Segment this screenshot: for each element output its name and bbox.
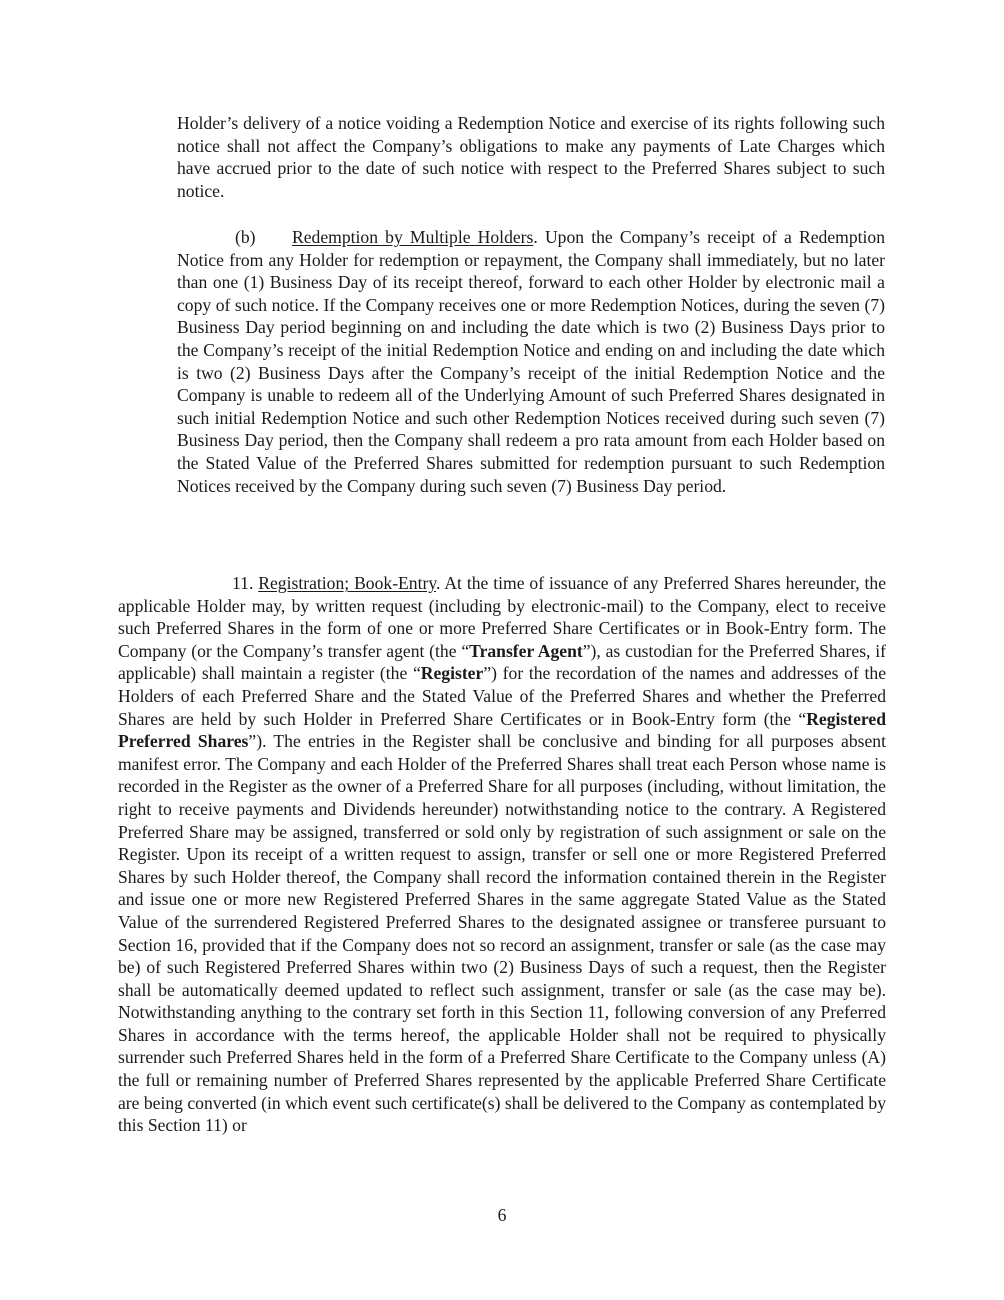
paragraph-text: Holder’s delivery of a notice voiding a Redemption Notice and exercise of its rights following such notice shall not affect the Company’s obligations to make any payments of Late Charges which have accrued prior to the date of such notice with respect to the Preferred Shares subject to such notice. (177, 113, 885, 201)
subsection-label: (b) (235, 227, 256, 247)
defined-term: Registered Preferred Shares (118, 708, 886, 752)
defined-term: Register (420, 663, 484, 684)
page-number: 6 (497, 1205, 507, 1225)
paragraph-redemption-notice-void-tail (177, 112, 885, 202)
paragraph-text: . Upon the Company’s receipt of a Redemption Notice from any Holder for redemption or repayment, the Company shall immediately, but no later than one (1) Business Day of its receipt thereof, forward to each other Holder by electronic mail a copy of such notice. If the Company receives one or more Redemption Notices, during the seven (7) Business Day period beginning on and including the date which is two (2) Business Days prior to the Company’s receipt of the initial Redemption Notice and ending on and including the date which is two (2) Business Days after the Company’s receipt of the initial Redemption Notice and the Company is unable to redeem all of the Underlying Amount of such Preferred Shares designated in such initial Redemption Notice and such other Redemption Notices received during such seven (7) Business Day period, then the Company shall redeem a pro rata amount from each Holder based on the Stated Value of the Preferred Shares submitted for redemption pursuant to such Redemption Notices received by the Company during such seven (7) Business Day period. (177, 227, 885, 496)
defined-term: Transfer Agent (469, 640, 583, 661)
section-heading: Registration; Book-Entry (258, 573, 436, 593)
paragraph-text: ”), as custodian for the Preferred Shares, if applicable) shall maintain a register (the “ (118, 640, 886, 684)
paragraph-text: ”). The entries in the Register shall be conclusive and binding for all purposes absent manifest error. The Company and each Holder of the Preferred Shares shall treat each Person whose name is recorded in the Register as the owner of a Preferred Share for all purposes (including, without limitation, the right to receive payments and Dividends hereunder) notwithstanding notice to the contrary. A Registered Preferred Share may be assigned, transferred or sold only by registration of such assignment or sale on the Register. Upon its receipt of a written request to assign, transfer or sell one or more Registered Preferred Shares by such Holder thereof, the Company shall record the information contained therein in the Register and issue one or more new Registered Preferred Shares in the same aggregate Stated Value as the Stated Value of the surrendered Registered Preferred Shares to the designated assignee or transferee pursuant to Section 16, provided that if the Company does not so record an assignment, transfer or sale (as the case may be) of such Registered Preferred Shares within two (2) Business Days of such a request, then the Register shall be automatically deemed updated to reflect such assignment, transfer or sale (as the case may be). Notwithstanding anything to the contrary set forth in this Section 11, following conversion of any Preferred Shares in accordance with the terms hereof, the applicable Holder shall not be required to physically surrender such Preferred Shares held in the form of a Preferred Share Certificate to the Company unless (A) the full or remaining number of Preferred Shares represented by the applicable Preferred Share Certificate are being converted (in which event such certificate(s) shall be delivered to the Company as contemplated by this Section 11) or (118, 731, 886, 1136)
section-number: 11. (232, 573, 254, 593)
section-11-registration (118, 572, 886, 1137)
paragraph-text: . At the time of issuance of any Preferred Shares hereunder, the applicable Holder may, by written request (including by electronic-mail) to the Company, elect to receive such Preferred Shares in the form of one or more Preferred Share Certificates or in Book-Entry form. The Company (or the Company’s transfer agent (the “ (118, 573, 886, 661)
paragraph-redemption-multiple-holders (177, 226, 885, 497)
subsection-heading: Redemption by Multiple Holders (292, 227, 534, 247)
paragraph-text: ”) for the recordation of the names and addresses of the Holders of each Preferred Share and the Stated Value of the Preferred Shares and whether the Preferred Shares are held by such Holder in Preferred Share Certificates or in Book-Entry form (the “ (118, 663, 887, 729)
